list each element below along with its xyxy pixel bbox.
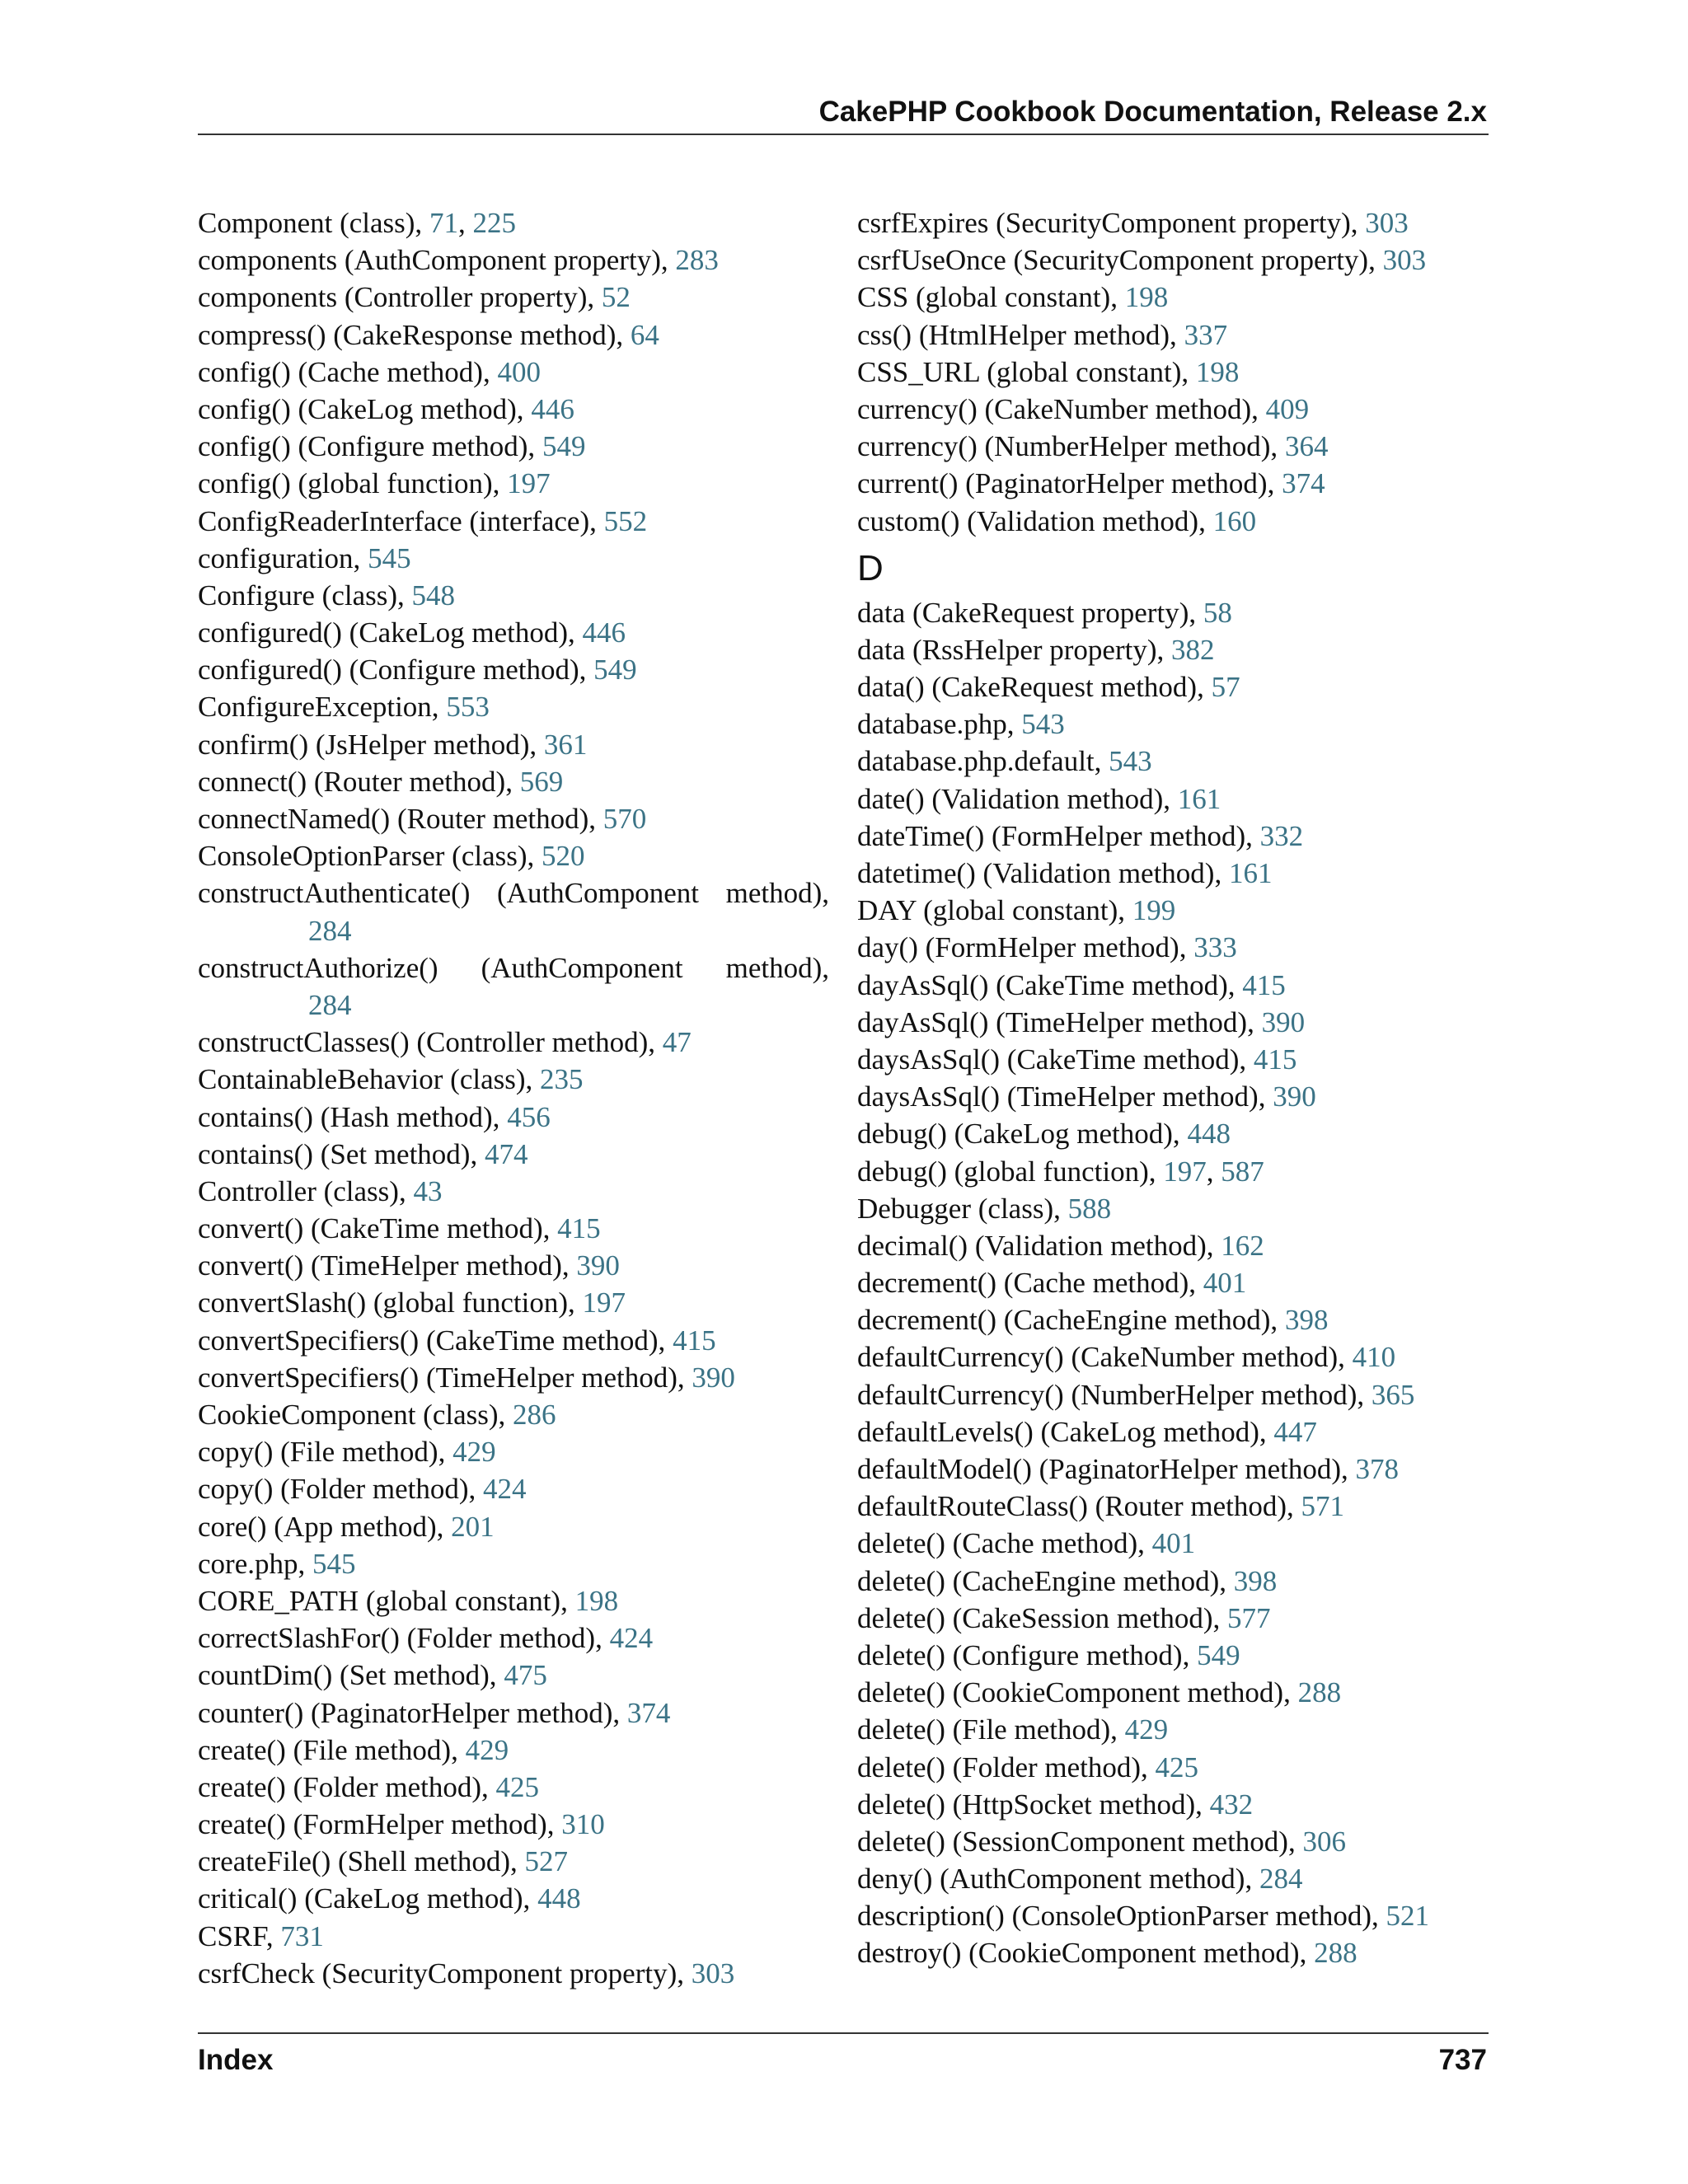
- index-entry: [198, 1619, 829, 1657]
- index-entry: [198, 241, 829, 279]
- index-entry-term: currency() (CakeNumber method),: [857, 392, 1266, 425]
- page-reference-link[interactable]: 286: [513, 1399, 556, 1432]
- index-entry: [857, 279, 1489, 316]
- index-entry-term: delete() (HttpSocket method),: [857, 1788, 1210, 1821]
- index-entry-term: csrfExpires (SecurityComponent property),: [857, 207, 1366, 239]
- page-reference-link[interactable]: 57: [1211, 671, 1240, 704]
- index-entry: [857, 204, 1489, 241]
- page-reference-link[interactable]: 429: [465, 1733, 509, 1766]
- index-entry-term: countDim() (Set method),: [198, 1659, 504, 1692]
- index-entry-term: delete() (Configure method),: [857, 1638, 1198, 1671]
- page-reference-link[interactable]: 549: [542, 430, 586, 463]
- page-reference-link[interactable]: 43: [413, 1174, 443, 1207]
- footer-section-label: Index: [198, 2044, 274, 2076]
- index-entry: [857, 1301, 1489, 1338]
- index-entry: [857, 1563, 1489, 1600]
- index-entry-term: Component (class),: [198, 207, 429, 239]
- page-reference-link[interactable]: 448: [537, 1882, 581, 1915]
- index-entry: [857, 967, 1489, 1004]
- index-entry: [857, 1338, 1489, 1376]
- page-reference-link[interactable]: 521: [1386, 1900, 1430, 1933]
- index-entry: [198, 1396, 829, 1433]
- page-reference-link[interactable]: 361: [543, 728, 588, 761]
- index-entry: [857, 1637, 1489, 1674]
- index-entry: [857, 594, 1489, 631]
- index-entry-term: defaultCurrency() (NumberHelper method),: [857, 1378, 1372, 1411]
- page-reference-link[interactable]: 162: [1221, 1229, 1264, 1262]
- page-reference-link[interactable]: 731: [280, 1919, 324, 1952]
- index-entry-term: config() (global function),: [198, 467, 508, 500]
- page-reference-link[interactable]: 447: [1273, 1415, 1317, 1448]
- page-reference-link[interactable]: 235: [540, 1063, 584, 1096]
- index-entry: [198, 465, 829, 502]
- page-reference-link[interactable]: 337: [1184, 318, 1228, 351]
- index-entry: [857, 1153, 1489, 1190]
- index-entry: [198, 1769, 829, 1806]
- index-entry-term: decrement() (CacheEngine method),: [857, 1304, 1285, 1337]
- page-reference-link[interactable]: 587: [1221, 1155, 1264, 1188]
- index-entry: [198, 1508, 829, 1545]
- index-entry-term: ConsoleOptionParser (class),: [198, 840, 542, 873]
- page-reference-link[interactable]: 390: [692, 1361, 735, 1394]
- page-reference-link[interactable]: 475: [504, 1659, 547, 1692]
- index-entry-term: decrement() (Cache method),: [857, 1267, 1203, 1300]
- index-entry-term: config() (CakeLog method),: [198, 392, 532, 425]
- index-entry: [198, 1061, 829, 1098]
- page-reference-link[interactable]: 548: [411, 579, 456, 612]
- index-entry: [198, 577, 829, 614]
- index-entry: [198, 1694, 829, 1732]
- index-entry: [198, 204, 829, 241]
- page-reference-link[interactable]: 588: [1067, 1192, 1112, 1225]
- index-entry: [198, 316, 829, 354]
- index-entry: [857, 1600, 1489, 1637]
- page-reference-link[interactable]: 64: [630, 318, 659, 351]
- index-entry: [198, 1470, 829, 1507]
- page-reference-link[interactable]: 410: [1352, 1341, 1396, 1374]
- index-entry-term: ContainableBehavior (class),: [198, 1063, 541, 1096]
- page-reference-link[interactable]: 577: [1227, 1601, 1271, 1634]
- index-entry: [857, 1078, 1489, 1115]
- index-entry: [857, 780, 1489, 818]
- page-reference-link[interactable]: 398: [1284, 1304, 1329, 1337]
- index-entry: [198, 1322, 829, 1359]
- page-reference-link[interactable]: 553: [446, 691, 490, 724]
- index-entry-term: dayAsSql() (CakeTime method),: [857, 968, 1243, 1001]
- index-entry-term: destroy() (CookieComponent method),: [857, 1937, 1315, 1970]
- index-entry-term: delete() (CookieComponent method),: [857, 1676, 1298, 1709]
- index-entry-term: date() (Validation method),: [857, 782, 1178, 815]
- index-entry-term: CSRF,: [198, 1919, 281, 1952]
- index-entry: [198, 354, 829, 391]
- running-header-title: CakePHP Cookbook Documentation, Release 2.x: [818, 96, 1487, 128]
- index-entry: [857, 1041, 1489, 1078]
- page-reference-link[interactable]: 424: [483, 1473, 527, 1506]
- index-entry-term: create() (File method),: [198, 1733, 466, 1766]
- index-entry-term: data (CakeRequest property),: [857, 596, 1203, 629]
- index-entry: [857, 1413, 1489, 1451]
- index-entry: [857, 1934, 1489, 1971]
- page-reference-link[interactable]: 415: [673, 1324, 716, 1357]
- page-separator: ,: [457, 207, 473, 239]
- page-reference-link[interactable]: 160: [1212, 504, 1257, 537]
- section-letter-heading: D: [857, 547, 884, 588]
- index-entry-term: custom() (Validation method),: [857, 504, 1213, 537]
- index-entry: [198, 837, 829, 874]
- index-entry-term: Configure (class),: [198, 579, 412, 612]
- page-reference-link[interactable]: 415: [1242, 968, 1286, 1001]
- index-entry: [198, 1545, 829, 1582]
- index-entry: [198, 1657, 829, 1694]
- page-reference-link[interactable]: 333: [1193, 931, 1237, 964]
- index-entry-term: CSS_URL (global constant),: [857, 355, 1196, 388]
- index-entry-term: delete() (Folder method),: [857, 1750, 1156, 1783]
- page-reference-link[interactable]: 71: [429, 207, 458, 239]
- index-entry-term: copy() (Folder method),: [198, 1473, 484, 1506]
- page-separator: ,: [1206, 1155, 1221, 1188]
- index-entry-term: datetime() (Validation method),: [857, 857, 1229, 889]
- page-reference-link[interactable]: 527: [524, 1845, 569, 1878]
- index-entry: [857, 1488, 1489, 1525]
- index-entry-term: csrfUseOnce (SecurityComponent property),: [857, 244, 1383, 277]
- page-reference-link[interactable]: 432: [1209, 1788, 1254, 1821]
- page-reference-link[interactable]: 571: [1301, 1490, 1344, 1523]
- index-entry: [198, 614, 829, 651]
- index-entry-term: defaultRouteClass() (Router method),: [857, 1490, 1301, 1523]
- page-reference-link[interactable]: 401: [1151, 1527, 1196, 1560]
- index-entry: [857, 354, 1489, 391]
- index-entry-term: delete() (CakeSession method),: [857, 1601, 1228, 1634]
- index-entry-term: decimal() (Validation method),: [857, 1229, 1221, 1262]
- index-entry: [198, 874, 829, 949]
- index-entry: [857, 465, 1489, 502]
- page-reference-link[interactable]: 283: [675, 244, 719, 277]
- index-entry: [198, 800, 829, 837]
- page-reference-link[interactable]: 390: [1261, 1005, 1306, 1038]
- page-reference-link[interactable]: 288: [1314, 1937, 1357, 1970]
- page-reference-link[interactable]: 545: [368, 541, 411, 574]
- page-reference-link[interactable]: 425: [1155, 1750, 1199, 1783]
- index-entry: [857, 1674, 1489, 1711]
- index-entry-term: defaultCurrency() (CakeNumber method),: [857, 1341, 1353, 1374]
- index-entry: [857, 1749, 1489, 1786]
- page-reference-link[interactable]: 306: [1302, 1825, 1346, 1858]
- page-reference-link[interactable]: 199: [1132, 894, 1176, 927]
- page-reference-link[interactable]: 569: [519, 765, 564, 798]
- index-entry: [198, 1955, 829, 1992]
- page-reference-link[interactable]: 161: [1177, 782, 1221, 815]
- page-reference-link[interactable]: 570: [603, 803, 647, 835]
- page-reference-link[interactable]: 415: [1253, 1043, 1297, 1076]
- index-entry: [857, 668, 1489, 705]
- page-reference-link[interactable]: 520: [542, 840, 585, 873]
- page-reference-link[interactable]: 400: [497, 355, 541, 388]
- page-reference-link[interactable]: 545: [312, 1547, 356, 1580]
- index-entry: [198, 1024, 829, 1061]
- page-reference-link[interactable]: 549: [1197, 1638, 1240, 1671]
- index-entry-term: CookieComponent (class),: [198, 1399, 513, 1432]
- index-entry: [857, 892, 1489, 929]
- index-entry: [198, 1247, 829, 1284]
- index-entry: [198, 688, 829, 725]
- index-entry-term: Debugger (class),: [857, 1192, 1068, 1225]
- page-reference-link[interactable]: 398: [1233, 1564, 1278, 1597]
- index-entry: [857, 818, 1489, 855]
- index-entry-term: compress() (CakeResponse method),: [198, 318, 631, 351]
- index-entry: [198, 540, 829, 577]
- index-entry-term: connectNamed() (Router method),: [198, 803, 603, 835]
- page-reference-link[interactable]: 456: [507, 1100, 551, 1133]
- page-reference-link[interactable]: 52: [601, 281, 631, 314]
- page-reference-link[interactable]: 429: [452, 1436, 496, 1469]
- index-entry: [857, 929, 1489, 966]
- index-entry: [857, 241, 1489, 279]
- page-reference-link[interactable]: 303: [1382, 244, 1427, 277]
- page-reference-link[interactable]: 474: [484, 1137, 528, 1170]
- index-entry: [198, 1136, 829, 1173]
- index-entry: [857, 391, 1489, 428]
- index-entry-term: constructAuthorize() (AuthComponent method),: [198, 951, 829, 984]
- index-entry-term: config() (Configure method),: [198, 430, 542, 463]
- index-entry-term: Controller (class),: [198, 1174, 414, 1207]
- index-entry-term: delete() (SessionComponent method),: [857, 1825, 1303, 1858]
- page-reference-link[interactable]: 415: [557, 1212, 601, 1245]
- index-entry: [857, 316, 1489, 354]
- index-entry-term: defaultModel() (PaginatorHelper method),: [857, 1453, 1356, 1485]
- index-entry-term: constructClasses() (Controller method),: [198, 1026, 663, 1059]
- index-entry-term: DAY (global constant),: [857, 894, 1132, 927]
- index-entry: [198, 391, 829, 428]
- index-entry: [857, 428, 1489, 465]
- index-entry-term: counter() (PaginatorHelper method),: [198, 1696, 627, 1729]
- page-reference-link[interactable]: 310: [561, 1808, 605, 1841]
- index-entry-term: data() (CakeRequest method),: [857, 671, 1212, 704]
- index-entry-term: current() (PaginatorHelper method),: [857, 467, 1282, 500]
- index-entry-term: critical() (CakeLog method),: [198, 1882, 538, 1915]
- index-entry-term: createFile() (Shell method),: [198, 1845, 525, 1878]
- index-entry-term: ConfigureException,: [198, 691, 447, 724]
- index-entry-term: day() (FormHelper method),: [857, 931, 1194, 964]
- index-entry: [198, 1880, 829, 1917]
- index-entry-term: correctSlashFor() (Folder method),: [198, 1622, 610, 1655]
- index-group-d: [857, 594, 1489, 1972]
- index-entry-term: configured() (CakeLog method),: [198, 616, 583, 649]
- page-reference-link[interactable]: 197: [582, 1286, 626, 1319]
- index-entry-term: core.php,: [198, 1547, 312, 1580]
- page-reference-link[interactable]: 365: [1371, 1378, 1415, 1411]
- index-entry: [857, 743, 1489, 780]
- index-entry-term: convertSpecifiers() (TimeHelper method),: [198, 1361, 692, 1394]
- page-reference-link[interactable]: 424: [609, 1622, 654, 1655]
- index-entry-term: database.php,: [857, 708, 1022, 741]
- page-reference-link[interactable]: 201: [451, 1510, 495, 1543]
- page-reference-link[interactable]: 197: [507, 467, 551, 500]
- index-entry: [198, 1843, 829, 1880]
- page-reference-link[interactable]: 303: [1365, 207, 1409, 239]
- page-reference-link[interactable]: 378: [1355, 1453, 1400, 1485]
- page-reference-link[interactable]: 58: [1203, 596, 1232, 629]
- page-reference-link[interactable]: 197: [1163, 1155, 1207, 1188]
- page-reference-link[interactable]: 374: [1282, 467, 1325, 500]
- index-entry-term: confirm() (JsHelper method),: [198, 728, 544, 761]
- index-entry: [857, 1227, 1489, 1264]
- index-entry-term: ConfigReaderInterface (interface),: [198, 504, 604, 537]
- index-column-right: [857, 204, 1489, 1972]
- index-entry: [857, 705, 1489, 743]
- index-entry: [857, 1376, 1489, 1413]
- page-reference-link[interactable]: 409: [1265, 392, 1310, 425]
- index-entry-term: currency() (NumberHelper method),: [857, 430, 1285, 463]
- index-entry-term: create() (FormHelper method),: [198, 1808, 562, 1841]
- index-entry: [198, 279, 829, 316]
- page-reference-link[interactable]: 332: [1259, 819, 1304, 852]
- page-reference-link[interactable]: 198: [574, 1584, 619, 1617]
- index-entry: [198, 1099, 829, 1136]
- index-entry-term: config() (Cache method),: [198, 355, 498, 388]
- footer-rule: [198, 2032, 1489, 2034]
- index-entry-term: convertSlash() (global function),: [198, 1286, 583, 1319]
- index-entry-term: connect() (Router method),: [198, 765, 520, 798]
- index-entry-term: configuration,: [198, 541, 368, 574]
- index-entry: [198, 1173, 829, 1210]
- index-entry: [857, 1264, 1489, 1301]
- page-reference-link[interactable]: 198: [1124, 281, 1169, 314]
- index-entry: [198, 1433, 829, 1470]
- page-reference-link[interactable]: 198: [1195, 355, 1240, 388]
- index-entry-term: CORE_PATH (global constant),: [198, 1584, 575, 1617]
- index-entry-term: description() (ConsoleOptionParser method),: [857, 1900, 1386, 1933]
- index-entry-term: daysAsSql() (CakeTime method),: [857, 1043, 1254, 1076]
- index-entry-term: configured() (Configure method),: [198, 654, 594, 687]
- index-entry-term: csrfCheck (SecurityComponent property),: [198, 1957, 692, 1990]
- index-entry-term: debug() (global function),: [857, 1155, 1164, 1188]
- index-entry-term: contains() (Set method),: [198, 1137, 485, 1170]
- index-entry: [198, 1582, 829, 1619]
- index-entry-term: css() (HtmlHelper method),: [857, 318, 1184, 351]
- index-entry: [857, 1525, 1489, 1562]
- index-entry: [198, 503, 829, 540]
- index-entry: [198, 1359, 829, 1396]
- index-entry: [198, 1284, 829, 1321]
- page-reference-link[interactable]: 425: [495, 1770, 540, 1803]
- index-entry: [198, 1918, 829, 1955]
- page-reference-link[interactable]: 401: [1203, 1267, 1247, 1300]
- index-entry-term: components (Controller property),: [198, 281, 602, 314]
- index-group-c-continued: [857, 204, 1489, 540]
- page-reference-link[interactable]: 543: [1109, 745, 1152, 778]
- page-reference-link[interactable]: 225: [472, 207, 516, 239]
- index-entry-term: constructAuthenticate() (AuthComponent method),: [198, 877, 829, 910]
- page-reference-link[interactable]: 284: [1259, 1863, 1303, 1896]
- index-entry: [198, 1806, 829, 1843]
- index-entry: [857, 1115, 1489, 1152]
- index-entry: [198, 763, 829, 800]
- index-entry-term: daysAsSql() (TimeHelper method),: [857, 1080, 1273, 1113]
- page-reference-link[interactable]: 284: [308, 914, 352, 947]
- index-entry: [198, 651, 829, 688]
- index-entry-term: core() (App method),: [198, 1510, 452, 1543]
- index-entry: [198, 949, 829, 1024]
- index-entry-term: delete() (Cache method),: [857, 1527, 1152, 1560]
- page-reference-link[interactable]: 288: [1297, 1676, 1342, 1709]
- index-entry-term: dayAsSql() (TimeHelper method),: [857, 1005, 1262, 1038]
- index-entry-term: deny() (AuthComponent method),: [857, 1863, 1259, 1896]
- page-reference-link[interactable]: 429: [1124, 1713, 1169, 1746]
- index-entry: [857, 1451, 1489, 1488]
- page-reference-link[interactable]: 549: [593, 654, 637, 687]
- index-entry: [857, 1860, 1489, 1897]
- index-entry: [857, 855, 1489, 892]
- index-column-left: [198, 204, 829, 1992]
- page-reference-link[interactable]: 543: [1021, 708, 1065, 741]
- index-entry: [857, 503, 1489, 540]
- index-entry-term: copy() (File method),: [198, 1436, 453, 1469]
- header-rule: [198, 134, 1489, 135]
- index-entry: [857, 1711, 1489, 1748]
- index-entry-term: components (AuthComponent property),: [198, 244, 676, 277]
- index-entry-term: delete() (CacheEngine method),: [857, 1564, 1234, 1597]
- index-entry-term: defaultLevels() (CakeLog method),: [857, 1415, 1274, 1448]
- page-reference-link[interactable]: 47: [662, 1026, 692, 1059]
- index-entry: [198, 726, 829, 763]
- index-entry: [857, 631, 1489, 668]
- index-entry-term: debug() (CakeLog method),: [857, 1118, 1188, 1151]
- page-reference-link[interactable]: 303: [691, 1957, 735, 1990]
- index-entry: [857, 1786, 1489, 1823]
- page-reference-link[interactable]: 448: [1187, 1118, 1231, 1151]
- page-reference-link[interactable]: 446: [582, 616, 626, 649]
- page-reference-link[interactable]: 161: [1228, 857, 1273, 889]
- index-entry-term: convert() (CakeTime method),: [198, 1212, 558, 1245]
- index-entry: [857, 1004, 1489, 1041]
- page-reference-link[interactable]: 390: [1273, 1080, 1316, 1113]
- index-entry-term: convertSpecifiers() (CakeTime method),: [198, 1324, 673, 1357]
- index-entry: [198, 1210, 829, 1247]
- page-reference-link[interactable]: 382: [1170, 633, 1215, 666]
- index-entry-term: dateTime() (FormHelper method),: [857, 819, 1260, 852]
- index-entry: [857, 1190, 1489, 1227]
- index-entry: [857, 1897, 1489, 1934]
- index-entry-term: CSS (global constant),: [857, 281, 1125, 314]
- index-entry-term: create() (Folder method),: [198, 1770, 496, 1803]
- page-reference-link[interactable]: 446: [531, 392, 574, 425]
- footer-page-number: 737: [1438, 2044, 1487, 2076]
- index-entry-term: contains() (Hash method),: [198, 1100, 508, 1133]
- index-entry-term: database.php.default,: [857, 745, 1109, 778]
- index-entry-term: convert() (TimeHelper method),: [198, 1249, 577, 1282]
- page-reference-link[interactable]: 552: [603, 504, 648, 537]
- index-entry: [198, 428, 829, 465]
- index-entry: [198, 1732, 829, 1769]
- index-entry-term: data (RssHelper property),: [857, 633, 1171, 666]
- page-reference-link[interactable]: 364: [1284, 430, 1329, 463]
- index-entry-term: delete() (File method),: [857, 1713, 1125, 1746]
- page-reference-link[interactable]: 390: [576, 1249, 620, 1282]
- index-entry: [857, 1823, 1489, 1860]
- page-reference-link[interactable]: 284: [308, 988, 352, 1021]
- page-reference-link[interactable]: 374: [626, 1696, 671, 1729]
